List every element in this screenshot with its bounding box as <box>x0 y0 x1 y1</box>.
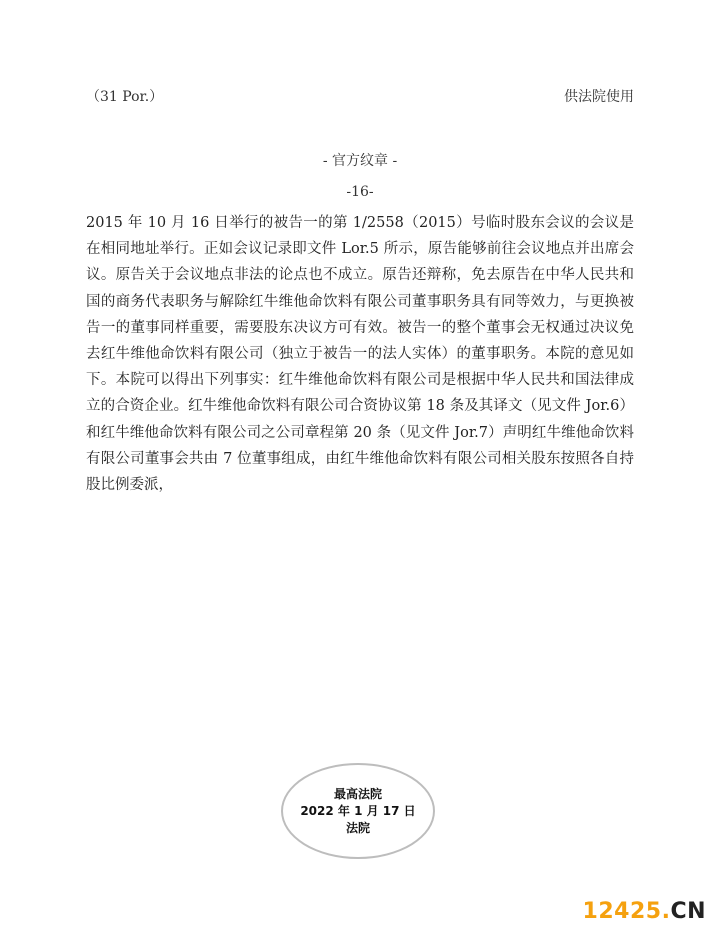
stamp-court-name: 最高法院 <box>333 786 382 801</box>
stamp-date: 2022 年 1 月 17 日 <box>300 803 416 818</box>
official-seal-caption: - 官方纹章 - <box>322 153 398 169</box>
stamp-court-label: 法院 <box>345 820 370 835</box>
watermark-suffix: CN <box>670 899 706 924</box>
watermark-dot: . <box>661 899 671 924</box>
court-stamp <box>281 763 435 859</box>
page-number: -16- <box>346 184 374 200</box>
body-paragraph: 2015 年 10 月 16 日举行的被告一的第 1/2558（2015）号临时股东会议的会议是在相同地址举行。正如会议记录即文件 Lor.5 所示，原告能够前往会议地点并出席会议。原告关于会议地点非法的论点也不成立。原告还辩称，免去原告在中华人民共和国的商务代表职务与解除红牛维他命饮料有限公司董事职务具有同等效力，与更换被告一的董事同样重要，需要股东决议方可有效。被告一的整个董事会无权通过决议免去红牛维他命饮料有限公司（独立于被告一的法人实体）的董事职务。本院的意见如下。本院可以得出下列事实：红牛维他命饮料有限公司是根据中华人民共和国法律成立的合资企业。红牛维他命饮料有限公司合资协议第 18 条及其译文（见文件 Jor.6）和红牛维他命饮料有限公司之公司章程第 20 条（见文件 Jor.7）声明红牛维他命饮料有限公司董事会共由 7 位董事组成，由红牛维他命饮料有限公司相关股东按照各自持股比例委派， <box>86 215 634 494</box>
header-court-use: 供法院使用 <box>564 89 634 105</box>
site-watermark <box>583 899 706 924</box>
watermark-number: 12425 <box>582 899 662 924</box>
header-case-number: （31 Por.） <box>86 89 164 105</box>
